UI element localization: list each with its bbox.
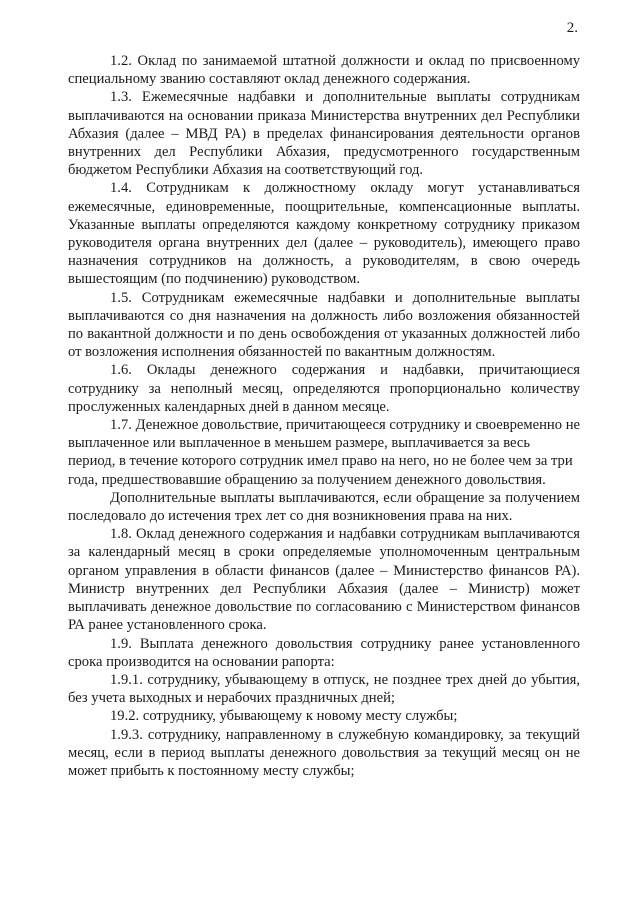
paragraph-1-8: 1.8. Оклад денежного содержания и надбавки сотрудникам выплачиваются за календарный месяц в сроки определяемые уполномоченным центральным органом управления в области финансов (далее – Министерство финансов РА). Министр внутренних дел Республики Абхазия (далее – Министр) может выплачивать денежное довольствие по согласованию с Министерством финансов РА ранее установленного срока. <box>68 526 580 634</box>
paragraph-1-7-continued: период, в течение которого сотрудник имел право на него, но не более чем за три года, предшествовавшие обращению за получением денежного довольствия. <box>68 453 573 488</box>
paragraph-1-7: 1.7. Денежное довольствие, причитающееся сотруднику и своевременно не выплаченное или выплаченное в меньшем размере, выплачивается за весь <box>68 417 580 452</box>
paragraph-1-9: 1.9. Выплата денежного довольствия сотруднику ранее установленного срока производится на основании рапорта: <box>68 635 580 670</box>
page-number: 2. <box>566 20 578 36</box>
paragraph-additional-payments: Дополнительные выплаты выплачиваются, если обращение за получением последовало до истечения трех лет со дня возникновения права на них. <box>68 489 580 525</box>
paragraph-1-9-3: 1.9.3. сотруднику, направленному в служебную командировку, за текущий месяц, если в период выплаты денежного довольствия за текущий месяц он не может прибыть к постоянному месту службы; <box>68 726 580 779</box>
paragraph-1-3: 1.3. Ежемесячные надбавки и дополнительные выплаты сотрудникам выплачиваются на основании приказа Министерства внутренних дел Республики Абхазия (далее – МВД РА) в пределах финансирования деятельности органов внутренних дел Республики Абхазия, предусмотренного государственным бюджетом Республики Абхазия на соответствующий год. <box>68 89 580 179</box>
paragraph-1-2: 1.2. Оклад по занимаемой штатной должности и оклад по присвоенному специальному званию составляют оклад денежного содержания. <box>68 53 580 88</box>
paragraph-1-9-2: 19.2. сотруднику, убывающему к новому месту службы; <box>110 708 458 725</box>
paragraph-1-4: 1.4. Сотрудникам к должностному окладу могут устанавливаться ежемесячные, единовременные, поощрительные, компенсационные выплаты. Указанные выплаты определяются каждому конкретному сотруднику приказом руководителя органа внутренних дел (далее – руководитель), имеющего право назначения сотрудников на должность, а руководителям, в свою очередь вышестоящим (по подчинению) руководством. <box>68 180 580 288</box>
document-body <box>68 52 580 780</box>
paragraph-1-9-1: 1.9.1. сотруднику, убывающему в отпуск, не позднее трех дней до убытия, без учета выходных и нерабочих праздничных дней; <box>68 671 580 707</box>
paragraph-1-6: 1.6. Оклады денежного содержания и надбавки, причитающиеся сотруднику за неполный месяц, определяются пропорционально количеству прослуженных календарных дней в данном месяце. <box>68 362 580 415</box>
paragraph-1-5: 1.5. Сотрудникам ежемесячные надбавки и дополнительные выплаты выплачиваются со дня назначения на должность либо возложения обязанностей по вакантной должности и по день освобождения от указанных должностей либо от возложения исполнения обязанностей по вакантным должностям. <box>68 289 580 361</box>
